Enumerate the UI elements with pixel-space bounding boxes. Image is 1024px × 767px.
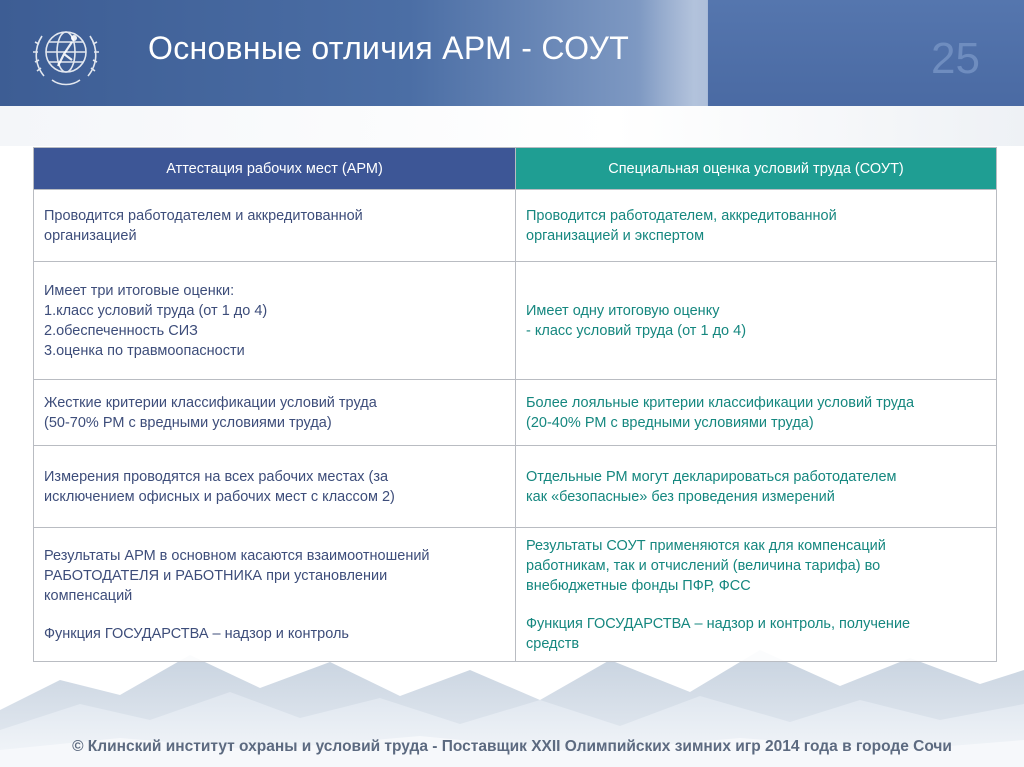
page-number: 25 <box>931 34 980 83</box>
cell-arm-results <box>34 528 516 662</box>
cell-arm-results-text: Результаты АРМ в основном касаются взаимоотношений РАБОТОДАТЕЛЯ и РАБОТНИКА при установлении компенсаций <box>44 547 430 604</box>
table-row <box>34 446 997 528</box>
table-row <box>34 380 997 446</box>
table-row <box>34 190 997 262</box>
cell-sout-results <box>516 528 997 662</box>
cell-arm-assessments: Имеет три итоговые оценки: 1.класс условий труда (от 1 до 4) 2.обеспеченность СИЗ 3.оценка по травмоопасности <box>34 262 516 380</box>
cell-arm-measurements: Измерения проводятся на всех рабочих местах (за исключением офисных и рабочих мест с классом 2) <box>34 446 516 528</box>
cell-arm-criteria: Жесткие критерии классификации условий труда (50-70% РМ с вредными условиями труда) <box>34 380 516 446</box>
cell-sout-measurements: Отдельные РМ могут декларироваться работодателем как «безопасные» без проведения измерений <box>516 446 997 528</box>
table-header-row <box>34 148 997 190</box>
cell-sout-criteria: Более лояльные критерии классификации условий труда (20-40% РМ с вредными условиями труда) <box>516 380 997 446</box>
cell-sout-conducted-by: Проводится работодателем, аккредитованной организацией и экспертом <box>516 190 997 262</box>
column-header-arm: Аттестация рабочих мест (АРМ) <box>34 148 516 190</box>
cell-sout-assessments: Имеет одну итоговую оценку - класс условий труда (от 1 до 4) <box>516 262 997 380</box>
comparison-table <box>33 147 997 662</box>
column-header-sout: Специальная оценка условий труда (СОУТ) <box>516 148 997 190</box>
footer-text: © Клинский институт охраны и условий труда - Поставщик XXII Олимпийских зимних игр 2014 года в городе Сочи <box>72 738 952 755</box>
globe-logo-icon <box>22 14 110 94</box>
cell-spacer <box>526 596 986 614</box>
cell-arm-state-function: Функция ГОСУДАРСТВА – надзор и контроль <box>44 625 349 642</box>
cell-sout-state-function: Функция ГОСУДАРСТВА – надзор и контроль, получение средств <box>526 615 911 652</box>
header-sub-band <box>0 106 1024 146</box>
cell-sout-results-text: Результаты СОУТ применяются как для компенсаций работникам, так и отчислений (величина тарифа) во внебюджетные фонды ПФР, ФСС <box>526 537 886 594</box>
page-title: Основные отличия АРМ - СОУТ <box>148 30 630 66</box>
table-row <box>34 262 997 380</box>
cell-arm-conducted-by: Проводится работодателем и аккредитованной организацией <box>34 190 516 262</box>
cell-spacer <box>44 606 505 624</box>
table-row <box>34 528 997 662</box>
